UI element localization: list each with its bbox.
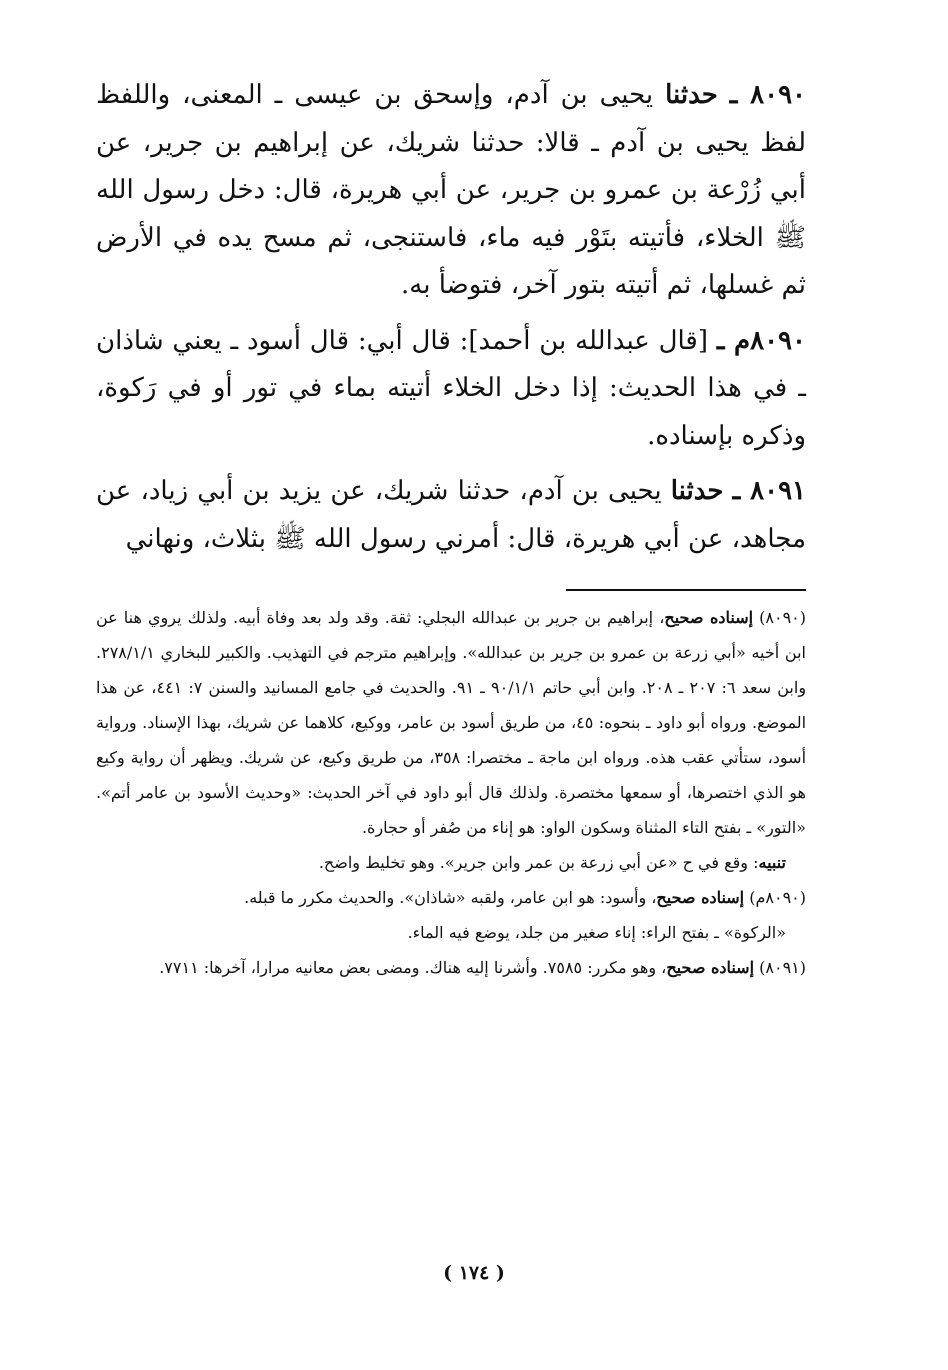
footnote-ref: (٨٠٩١) [759, 958, 806, 977]
main-text [96, 72, 806, 571]
footnote-8090 [96, 600, 806, 845]
footnote-separator [566, 589, 806, 591]
footnote-8090m [96, 880, 806, 915]
hadith-lead: حدثنا [665, 80, 718, 110]
footnote-8090m-note [96, 915, 806, 950]
footnote-grade: إسناده صحيح [656, 888, 745, 907]
hadith-8091 [96, 468, 806, 563]
page-number: ( ١٧٤ ) [443, 1262, 505, 1284]
footnote-text: ، وهو مكرر: ٧٥٨٥. وأشرنا إليه هناك. ومضى بعض معانيه مرارا، آخرها: ٧٧١١. [159, 958, 667, 977]
hadith-text: يحيى بن آدم، حدثنا شريك، عن يزيد بن أبي زياد، عن مجاهد، عن أبي هريرة، قال: أمرني رسول الله ﷺ بثلاث، ونهاني [96, 476, 806, 554]
footnote-grade: إسناده صحيح [664, 608, 754, 627]
footnotes [96, 600, 806, 985]
hadith-text: يحيى بن آدم، وإسحق بن عيسى ـ المعنى، واللفظ لفظ يحيى بن آدم ـ قالا: حدثنا شريك، عن إبراهيم بن جرير، عن أبي زُرْعة بن عمرو بن جرير، عن أبي هريرة، قال: دخل رسول الله ﷺ الخلاء، فأتيته بتَوْر فيه ماء، فاستنجى، ثم مسح يده في الأرض ثم غسلها، ثم أتيته بتور آخر، فتوضأ به. [96, 80, 806, 300]
footnote-8091 [96, 950, 806, 985]
hadith-number: ٨٠٩٠ ـ [729, 80, 806, 110]
footnote-ref: (٨٠٩٠م) [749, 888, 806, 907]
note-label: تنبيه [758, 853, 786, 872]
footnote-text: ، وأسود: هو ابن عامر، ولقبه «شاذان». والحديث مكرر ما قبله. [244, 888, 657, 907]
note-text: : وقع في ح «عن أبي زرعة بن عمر وابن جرير». وهو تخليط واضح. [318, 853, 759, 872]
hadith-lead: حدثنا [670, 476, 724, 506]
hadith-number: ٨٠٩١ ـ [732, 476, 806, 506]
footnote-ref: (٨٠٩٠) [759, 608, 807, 627]
hadith-text: [قال عبدالله بن أحمد]: قال أبي: قال أسود ـ يعني شاذان ـ في هذا الحديث: إذا دخل الخلاء أتيته بماء في تور أو في رَكوة، وذكره بإسناده. [96, 325, 806, 451]
footnote-grade: إسناده صحيح [666, 958, 755, 977]
footnote-text: ، إبراهيم بن جرير بن عبدالله البجلي: ثقة. وقد ولد بعد وفاة أبيه. ولذلك يروي هنا عن ابن أخيه «أبي زرعة بن عمرو بن جرير بن عبدالله». وإبراهيم مترجم في التهذيب. والكبير للبخاري ٢٧٨/١/١. وابن سعد ٦: ٢٠٧ ـ ٢٠٨. وابن أبي حاتم ٩٠/١/١ ـ ٩١. والحديث في جامع المسانيد والسنن ٧: ٤٤١، عن هذا الموضع. ورواه أبو داود ـ بنحوه: ٤٥، من طريق أسود بن عامر، ووكيع، كلاهما عن شريك، بهذا الإسناد. ورواية أسود، ستأتي عقب هذه. ورواه ابن ماجة ـ مختصرا: ٣٥٨، من طريق وكيع، عن شريك. ويظهر أن رواية وكيع هو الذي اختصرها، أو سمعها مختصرة. ولذلك قال أبو داود في آخر الحديث: «وحديث الأسود بن عامر أتم». «التور» ـ بفتح التاء المثناة وسكون الواو: هو إناء من صُفر أو حجارة. [96, 608, 807, 837]
hadith-8090 [96, 72, 806, 310]
note-text: «الركوة» ـ بفتح الراء: إناء صغير من جلد، يوضع فيه الماء. [407, 923, 786, 942]
hadith-8090m [96, 318, 806, 461]
hadith-number: ٨٠٩٠م ـ [716, 325, 806, 356]
footnote-8090-note [96, 845, 806, 880]
